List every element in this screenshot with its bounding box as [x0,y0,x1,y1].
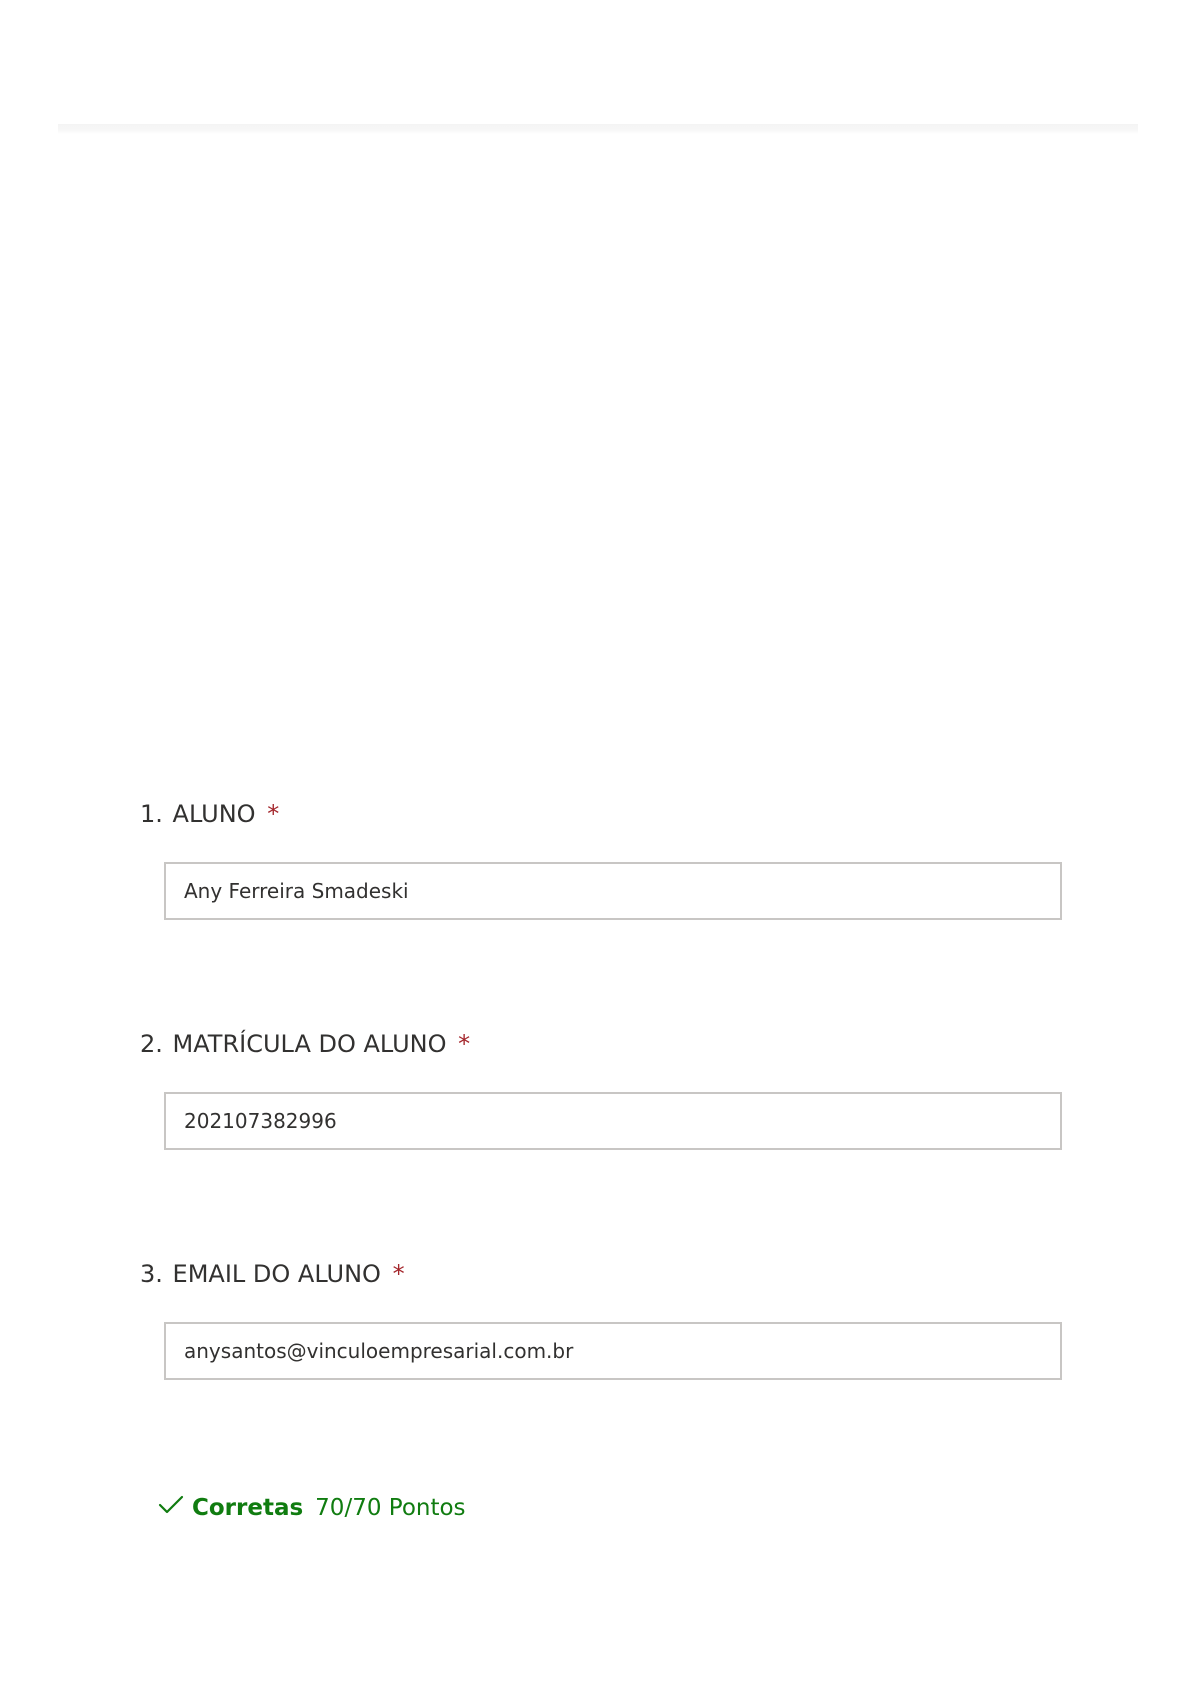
question-title [140,797,1070,831]
question-label: MATRÍCULA DO ALUNO [172,1030,447,1058]
question-aluno [140,797,1070,903]
required-asterisk: * [392,1260,405,1288]
answer-value: anysantos@vinculoempresarial.com.br [184,1339,574,1363]
question-title [140,1027,1070,1061]
question-email [140,1257,1070,1363]
question-number: 2. [140,1030,163,1058]
answer-value: Any Ferreira Smadeski [184,879,409,903]
question-matricula [140,1027,1070,1133]
question-number: 3. [140,1260,163,1288]
required-asterisk: * [267,800,280,828]
question-number: 1. [140,800,163,828]
answer-field-matricula[interactable] [164,1092,1062,1150]
checkmark-icon [158,1494,192,1522]
answer-field-email[interactable] [164,1322,1062,1380]
result-summary [158,1494,466,1522]
question-title [140,1257,1070,1291]
question-label: ALUNO [172,800,256,828]
header-divider [58,124,1138,134]
answer-field-aluno[interactable] [164,862,1062,920]
question-label: EMAIL DO ALUNO [172,1260,381,1288]
answer-value: 202107382996 [184,1109,337,1133]
result-label: Corretas [192,1495,304,1521]
result-score: 70/70 Pontos [315,1495,466,1521]
required-asterisk: * [458,1030,471,1058]
